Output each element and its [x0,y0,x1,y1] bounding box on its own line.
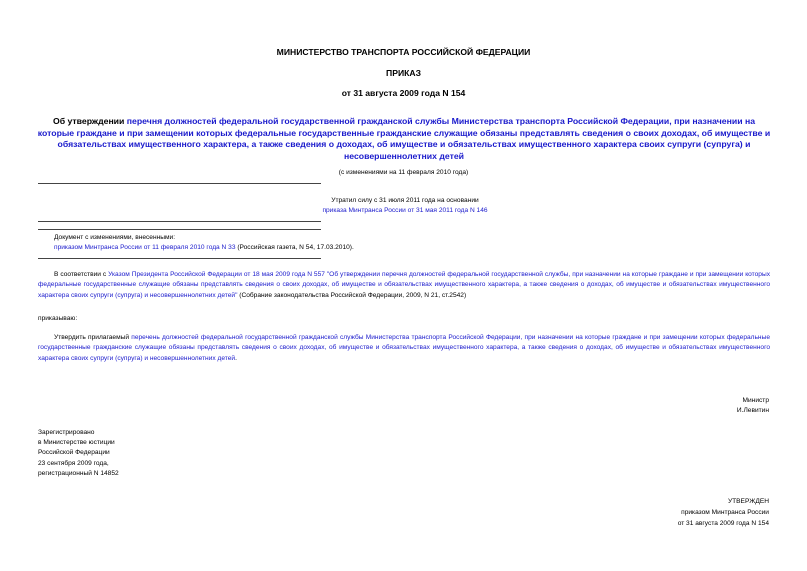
approved-line: приказом Минтранса России [681,509,769,516]
divider [38,183,321,184]
changes-heading: Документ с изменениями, внесенными: [54,234,176,241]
registration-line: в Министерстве юстиции [38,439,115,447]
document-title [36,116,772,162]
basis-link[interactable]: Указом Президента Российской Федерации от 18 мая 2009 года N 557 "Об утверждении перечня должностей федеральной государственной службы, при назначении на которые граждане и при замещении которых федеральные государственные служащие обязаны представлять сведения о своих доходах, об имуществе и обязательствах имущественного характера, а также сведения о доходах, об имуществе и обязательствах имущественного характера своих супруги (супруга) и несовершеннолетних детей" [38,271,770,299]
amendment-note: (с изменениями на 11 февраля 2010 года) [338,169,469,176]
signature-name: И.Левитин [736,406,769,414]
divider [38,258,321,259]
basis-suffix: (Собрание законодательства Российской Федерации, 2009, N 21, ст.2542) [237,291,467,299]
registration-block [38,428,119,479]
signature-block [737,396,769,415]
changes-line [54,243,354,253]
title-prefix: Об утверждении [52,116,127,126]
changes-link[interactable]: приказом Минтранса России от 11 февраля 2010 года N 33 [54,244,236,251]
repeal-note [280,196,530,216]
approved-heading: УТВЕРЖДЕН [727,498,769,505]
approve-suffix: . [235,354,237,362]
basis-paragraph [38,270,770,301]
approve-prefix: Утвердить прилагаемый [54,334,132,341]
basis-prefix: В соответствии с [54,271,109,278]
repeal-link[interactable]: приказа Минтранса России от 31 мая 2011 года N 146 [322,207,488,214]
approved-block [678,496,769,529]
doc-type-heading: ПРИКАЗ [386,68,421,78]
repeal-line: Утратил силу с 31 июля 2011 года на основании [331,197,479,204]
approve-paragraph [38,333,770,364]
divider [38,221,321,222]
registration-line: 23 сентября 2009 года, [38,459,109,467]
changes-block [54,233,354,253]
registration-line: Российской Федерации [38,449,110,457]
registration-line: регистрационный N 14852 [38,469,119,477]
title-link[interactable]: перечня должностей федеральной государственной гражданской службы Министерства транспорта Российской Федерации, при назначении на которые граждане и при замещении которых федеральные государственные гражданские служащие обязаны представлять сведения о своих доходах, об имуществе и обязательствах имущественного характера, а также сведения о доходах, об имуществе и обязательствах имущественного характера своих супруги (супруга) и несовершеннолетних детей [37,116,771,161]
signature-position: Министр [742,397,769,404]
divider [38,229,321,230]
ministry-heading: МИНИСТЕРСТВО ТРАНСПОРТА РОССИЙСКОЙ ФЕДЕРАЦИИ [276,47,531,57]
approved-line: от 31 августа 2009 года N 154 [677,520,769,527]
changes-suffix: (Российская газета, N 54, 17.03.2010). [235,244,354,251]
order-word: приказываю: [38,315,78,322]
approve-link[interactable]: перечень должностей федеральной государственной гражданской службы Министерства транспорта Российской Федерации, при назначении на которые граждане и при замещении которых федеральные государственные гражданские служащие обязаны представлять сведения о своих доходах, об имуществе и обязательствах имущественного характера, а также сведения о доходах, об имуществе и обязательствах имущественного характера своих супруги (супруга) и несовершеннолетних детей [38,334,770,362]
registration-line: Зарегистрировано [38,429,95,436]
date-number-heading: от 31 августа 2009 года N 154 [341,88,466,98]
